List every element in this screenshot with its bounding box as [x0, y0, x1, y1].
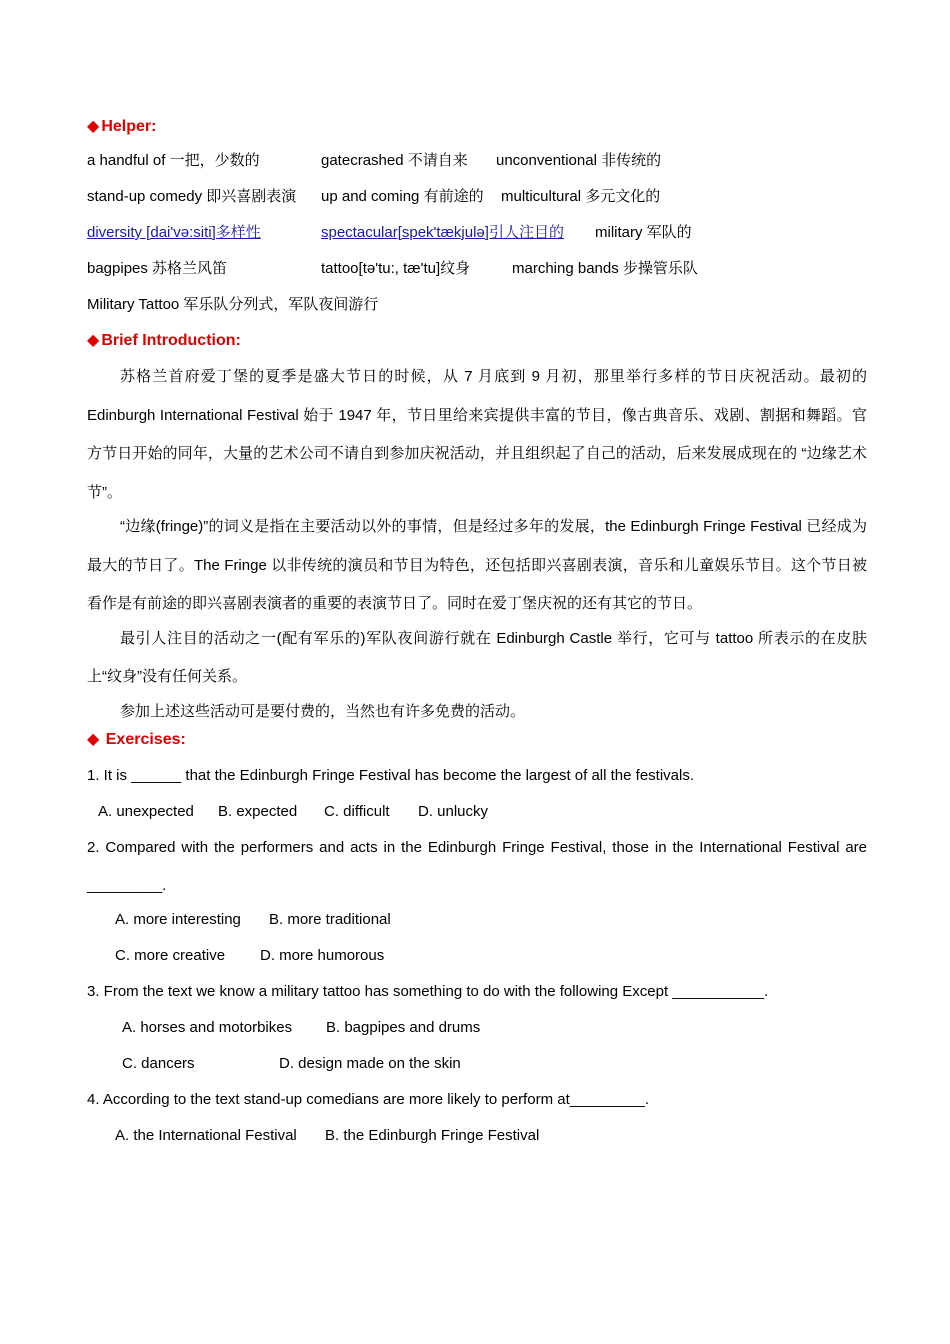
- vocab-link-spectacular[interactable]: spectacular[spek'tækjulə]引人注目的: [321, 224, 564, 241]
- question-4: 4. According to the text stand-up comedians are more likely to perform at_________.: [87, 1091, 649, 1108]
- question-2-options-row-2: [87, 943, 867, 979]
- option-a: A. unexpected: [98, 803, 194, 820]
- vocab-item: gatecrashed 不请自来: [321, 152, 468, 169]
- vocab-item: marching bands 步操管乐队: [512, 260, 698, 277]
- option-c: C. dancers: [122, 1055, 195, 1072]
- option-b: B. more traditional: [269, 911, 391, 928]
- exercises-heading: ◆ Exercises:: [87, 731, 186, 748]
- question-2: 2. Compared with the performers and acts in the Edinburgh Fringe Festival, those in the International Festival are _________.: [87, 839, 867, 894]
- document-page: [87, 114, 867, 1159]
- helper-row-4: [87, 256, 867, 292]
- diamond-bullet-icon: ◆: [87, 731, 100, 748]
- option-b: B. bagpipes and drums: [326, 1019, 481, 1036]
- vocab-item: unconventional 非传统的: [496, 152, 662, 169]
- intro-paragraph-4: 参加上述这些活动可是要付费的，当然也有许多免费的活动。: [120, 702, 526, 720]
- option-c: C. difficult: [324, 803, 390, 820]
- question-1-options: [87, 799, 867, 835]
- intro-paragraph-1: 苏格兰首府爱丁堡的夏季是盛大节日的时候，从 7 月底到 9 月初，那里举行多样的节日庆祝活动。最初的 Edinburgh International Festival 始于 1947 年，节日里给来宾提供丰富的节目，像古典音乐、戏剧、割据和舞蹈。官方节日开始的同年，大量的艺术公司不请自到参加庆祝活动，并且组织起了自己的活动，后来发展成现在的 “边缘艺术节”。: [87, 368, 867, 501]
- option-d: D. more humorous: [260, 947, 385, 964]
- question-2-options-row-1: [87, 907, 867, 943]
- vocab-item: Military Tattoo 军乐队分列式，军队夜间游行: [87, 296, 379, 313]
- vocab-item: multicultural 多元文化的: [501, 188, 661, 205]
- vocab-link-diversity[interactable]: diversity [dai'və:siti]多样性: [87, 224, 261, 241]
- vocab-item: military 军队的: [595, 224, 692, 241]
- option-d: D. unlucky: [418, 803, 489, 820]
- option-b: B. the Edinburgh Fringe Festival: [325, 1127, 540, 1144]
- option-c: C. more creative: [115, 947, 226, 964]
- intro-heading: ◆ Brief Introduction:: [87, 332, 241, 349]
- intro-paragraph-2: “边缘(fringe)”的词义是指在主要活动以外的事情，但是经过多年的发展，the Edinburgh Fringe Festival 已经成为最大的节日了。The Fringe 以非传统的演员和节目为特色，还包括即兴喜剧表演，音乐和儿童娱乐节目。这个节日被看作是有前途的即兴喜剧表演者的重要的表演节日了。同时在爱丁堡庆祝的还有其它的节日。: [87, 518, 867, 612]
- diamond-bullet-icon: ◆: [87, 118, 100, 135]
- helper-row-1: [87, 148, 867, 184]
- helper-row-2: [87, 184, 867, 220]
- diamond-bullet-icon: ◆: [87, 332, 100, 349]
- vocab-item: stand-up comedy 即兴喜剧表演: [87, 188, 297, 205]
- vocab-item: bagpipes 苏格兰风笛: [87, 260, 228, 277]
- question-3: 3. From the text we know a military tattoo has something to do with the following Except ___________.: [87, 983, 769, 1000]
- question-4-options: [87, 1123, 867, 1159]
- question-3-options-row-2: [87, 1051, 867, 1087]
- vocab-item: up and coming 有前途的: [321, 188, 484, 205]
- vocab-item: a handful of 一把，少数的: [87, 152, 260, 169]
- helper-row-3: [87, 220, 867, 256]
- intro-paragraph-3: 最引人注目的活动之一(配有军乐的)军队夜间游行就在 Edinburgh Castle 举行，它可与 tattoo 所表示的在皮肤上“纹身”没有任何关系。: [87, 629, 867, 685]
- helper-row-5: [87, 292, 867, 320]
- vocab-item: tattoo[tə'tu:, tæ'tu]纹身: [321, 260, 471, 277]
- option-d: D. design made on the skin: [279, 1055, 461, 1072]
- option-a: A. the International Festival: [115, 1127, 297, 1144]
- option-b: B. expected: [218, 803, 298, 820]
- helper-heading: ◆ Helper:: [87, 118, 157, 135]
- question-1: 1. It is ______ that the Edinburgh Fringe Festival has become the largest of all the festivals.: [87, 767, 695, 784]
- question-3-options-row-1: [87, 1015, 867, 1051]
- option-a: A. horses and motorbikes: [122, 1019, 293, 1036]
- option-a: A. more interesting: [115, 911, 241, 928]
